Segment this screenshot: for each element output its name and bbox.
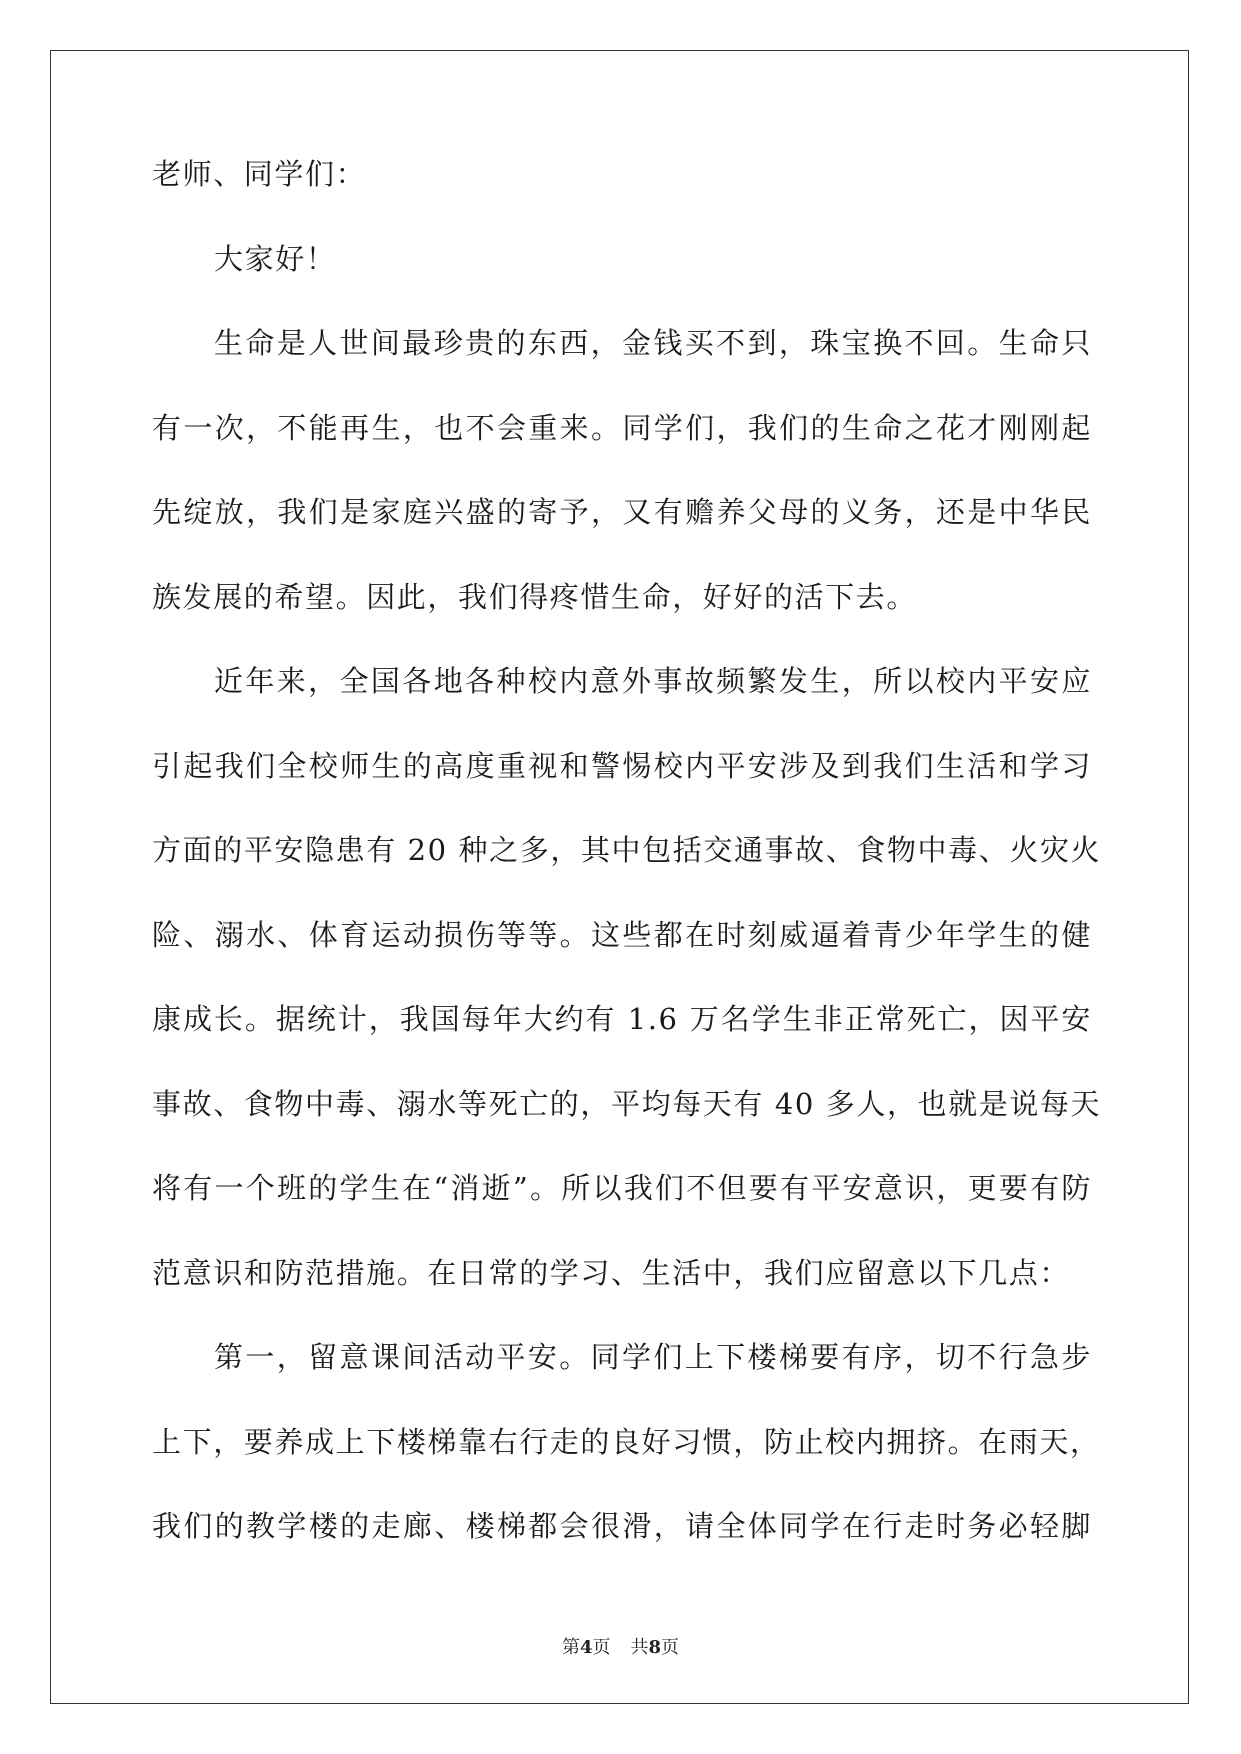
paragraph-2-line-8: 范意识和防范措施。在日常的学习、生活中，我们应留意以下几点： [152,1255,1071,1290]
footer-page-total: 8 [648,1637,662,1658]
paragraph-3-line-3: 我们的教学楼的走廊、楼梯都会很滑，请全体同学在行走时务必轻脚 [152,1509,1092,1543]
footer-page-mid: 页 [592,1637,611,1658]
paragraph-2-line-1: 近年来，全国各地各种校内意外事故频繁发生，所以校内平安应 [214,664,1092,698]
footer-page-current: 4 [579,1637,593,1658]
footer-total-prefix: 共 [630,1637,649,1658]
salutation-line: 老师、同学们： [152,157,367,191]
paragraph-2-line-2: 引起我们全校师生的高度重视和警惕校内平安涉及到我们生活和学习 [152,748,1092,783]
paragraph-2-line-5: 康成长。据统计，我国每年大约有 1.6 万名学生非正常死亡，因平安 [152,1002,1092,1036]
document-body [152,157,1102,1597]
paragraph-2-line-3: 方面的平安隐患有 20 种之多，其中包括交通事故、食物中毒、火灾火 [152,833,1102,867]
paragraph-3-line-2: 上下，要养成上下楼梯靠右行走的良好习惯，防止校内拥挤。在雨天， [152,1424,1101,1459]
footer-total-suffix: 页 [661,1637,680,1658]
paragraph-2-line-7: 将有一个班的学生在“消逝”。所以我们不但要有平安意识，更要有防 [152,1171,1092,1205]
footer-page-prefix: 第 [561,1637,580,1658]
paragraph-2-line-4: 险、溺水、体育运动损伤等等。这些都在时刻威逼着青少年学生的健 [152,917,1092,952]
page-footer [0,1633,1241,1659]
paragraph-1-line-4: 族发展的希望。因此，我们得疼惜生命，好好的活下去。 [152,579,918,614]
paragraph-1-line-3: 先绽放，我们是家庭兴盛的寄予，又有赡养父母的义务，还是中华民 [152,495,1092,529]
paragraph-3-line-1: 第一，留意课间活动平安。同学们上下楼梯要有序，切不行急步 [214,1340,1092,1374]
greeting-line: 大家好！ [214,241,337,276]
paragraph-2-line-6: 事故、食物中毒、溺水等死亡的，平均每天有 40 多人，也就是说每天 [152,1086,1102,1121]
paragraph-1-line-2: 有一次，不能再生，也不会重来。同学们，我们的生命之花才刚刚起 [152,410,1092,445]
paragraph-1-line-1: 生命是人世间最珍贵的东西，金钱买不到，珠宝换不回。生命只 [214,326,1092,360]
